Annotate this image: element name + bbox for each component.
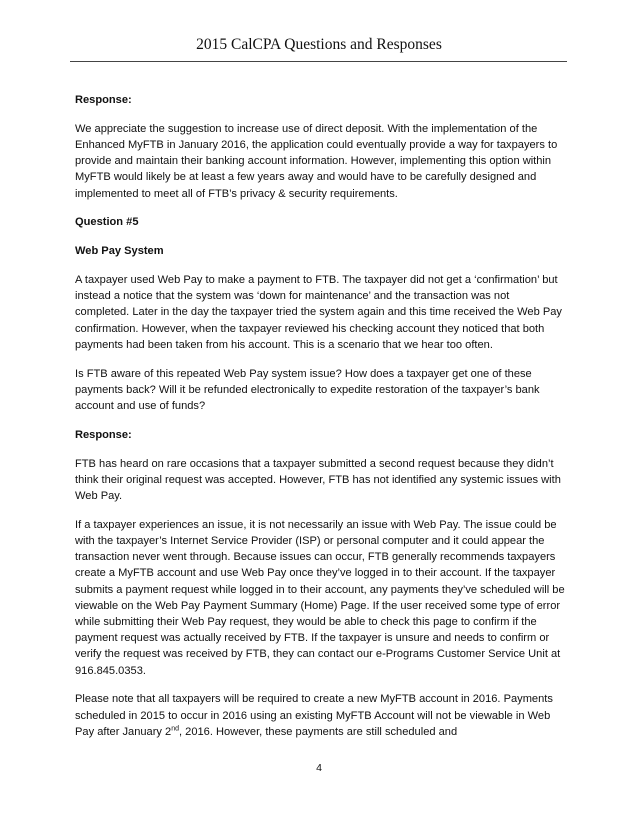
topic-heading: Web Pay System xyxy=(75,245,164,258)
response-heading: Response: xyxy=(75,428,132,441)
paragraph-text-start: Please note that all taxpayers will be required to create a new MyFTB account in 2016. Payments scheduled in 2015 to occur in 2016 using an existing MyFTB Account will not be viewable in Web Pay after January 2 xyxy=(75,693,553,738)
question-paragraph: A taxpayer used Web Pay to make a payment to FTB. The taxpayer did not get a ‘confirmation’ but instead a notice that the system was ‘down for maintenance’ and the transaction was not completed. Later in the day the taxpayer tried the system again and this time received the Web Pay confirmation. However, when the taxpayer reviewed his checking account they noticed that both payments had been taken from his account. This is a scenario that we hear too often. xyxy=(75,274,562,351)
response-paragraph: If a taxpayer experiences an issue, it is not necessarily an issue with Web Pay. The issue could be with the taxpayer’s Internet Service Provider (ISP) or personal computer and it could appear the transaction never went through. Because issues can occur, FTB generally recommends taxpayers create a MyFTB account and use Web Pay once they’ve logged in to their account. If the taxpayer submits a payment request while logged in to their account, any payments they’ve scheduled will be viewable on the Web Pay Payment Summary (Home) Page. If the user received some type of error while submitting their Web Pay request, they would be able to check this page to confirm if the payment request was actually received by FTB. If the taxpayer is unsure and needs to confirm or verify the request was received by FTB, they can contact our e-Programs Customer Service Unit at 916.845.0353. xyxy=(75,518,565,677)
question-heading: Question #5 xyxy=(75,216,139,229)
paragraph-text-end: , 2016. However, these payments are still scheduled and xyxy=(179,725,458,738)
response-paragraph: FTB has heard on rare occasions that a taxpayer submitted a second request because they didn’t think their original request was accepted. However, FTB has not identified any systemic issues with Web Pay. xyxy=(75,457,561,503)
header-divider xyxy=(70,61,567,62)
page-header-title: 2015 CalCPA Questions and Responses xyxy=(196,36,442,53)
response-paragraph xyxy=(75,691,565,740)
page-number: 4 xyxy=(316,762,322,774)
response-paragraph: We appreciate the suggestion to increase use of direct deposit. With the implementation of the Enhanced MyFTB in January 2016, the application could eventually provide a way for taxpayers to provide and maintain their banking account information. However, implementing this option within MyFTB would likely be at least a few years away and would have to be carefully designed and implemented to meet all of FTB’s privacy & security requirements. xyxy=(75,122,558,200)
page-body xyxy=(75,92,565,753)
question-paragraph: Is FTB aware of this repeated Web Pay system issue? How does a taxpayer get one of these payments back? Will it be refunded electronically to expedite restoration of the taxpayer’s bank account and use of funds? xyxy=(75,367,540,413)
response-heading: Response: xyxy=(75,94,132,106)
ordinal-suffix: nd xyxy=(171,725,179,733)
